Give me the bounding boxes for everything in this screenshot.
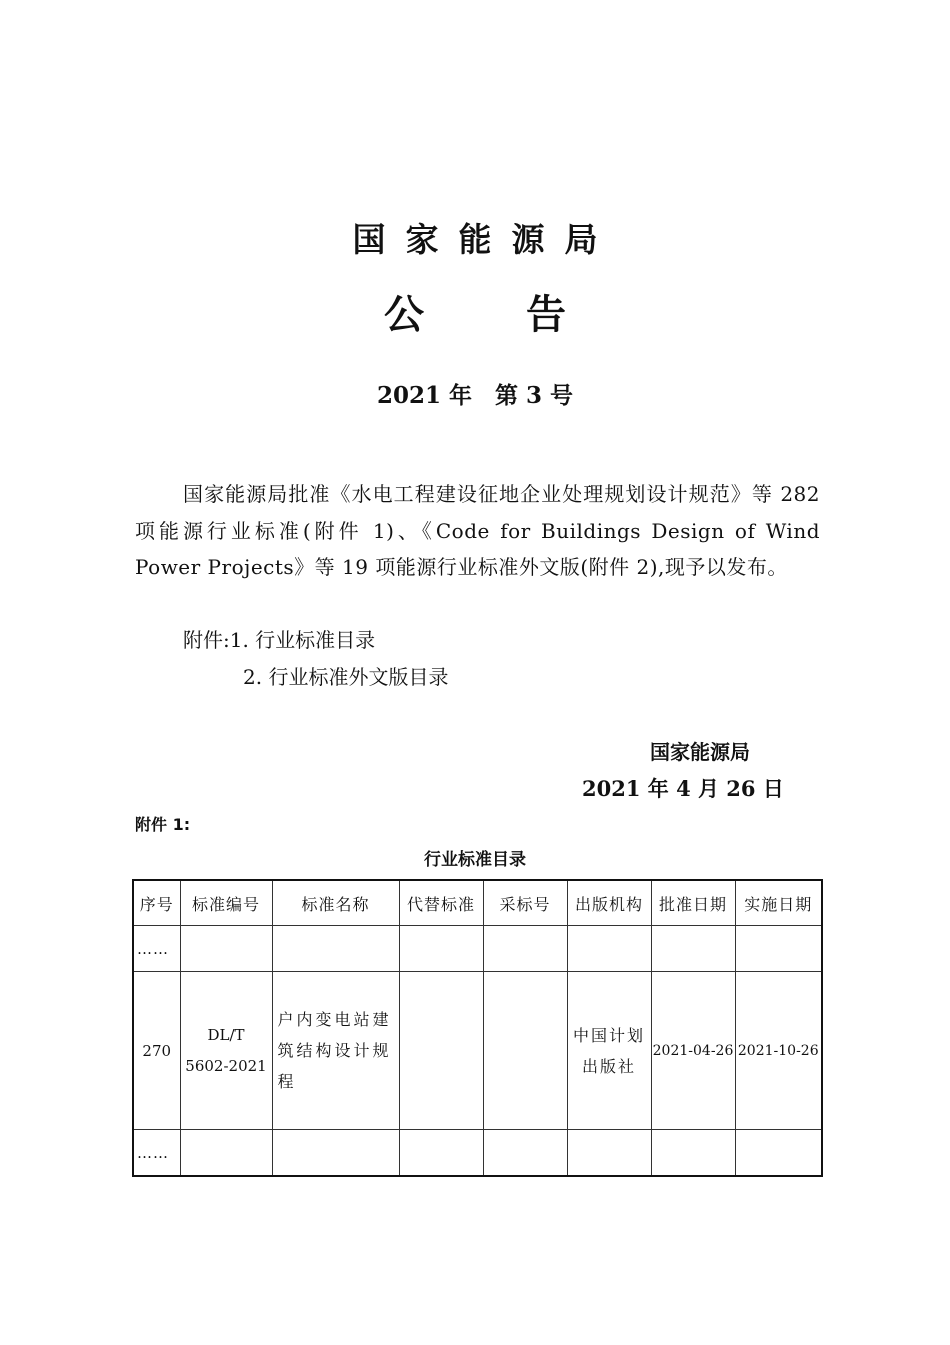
standards-table [132, 879, 823, 1177]
attachment-1-line: 附件:1. 行业标准目录 [183, 628, 376, 652]
cell-adopted-no [483, 972, 567, 1130]
column-header-name: 标准名称 [272, 880, 399, 926]
table-row-ellipsis-bottom [133, 1130, 822, 1177]
cell-seq: 270 [133, 972, 180, 1130]
column-header-code: 标准编号 [180, 880, 272, 926]
column-header-seq: 序号 [133, 880, 180, 926]
announcement-paragraph: 国家能源局批准《水电工程建设征地企业处理规划设计规范》等 282 项能源行业标准(附件 1)、《Code for Buildings Design of Wind Power Projects》等 19 项能源行业标准外文版(附件 2),现予以发布。 [135, 482, 820, 579]
attachment-2-line: 2. 行业标准外文版目录 [243, 665, 449, 689]
document-type-title: 公 告 [384, 292, 610, 338]
issuing-agency-title: 国家能源局 [352, 220, 618, 259]
cell-code [180, 972, 272, 1130]
table-row [133, 972, 822, 1130]
cell-publisher-line2: 出版社 [581, 1056, 636, 1076]
ellipsis-cell: …… [133, 1130, 180, 1177]
signature-date: 2021 年 4 月 26 日 [582, 776, 784, 801]
appendix-table-title: 行业标准目录 [424, 850, 526, 870]
column-header-adopted-no: 采标号 [483, 880, 567, 926]
column-header-approve-date: 批准日期 [651, 880, 735, 926]
column-header-effective-date: 实施日期 [735, 880, 822, 926]
table-row-ellipsis-top [133, 926, 822, 972]
table-header-row [133, 880, 822, 926]
cell-approve-date: 2021-04-26 [651, 972, 735, 1130]
cell-replaces [399, 972, 483, 1130]
appendix-label: 附件 1: [135, 815, 191, 834]
cell-publisher [567, 972, 651, 1130]
issue-number: 2021 年 第 3 号 [376, 382, 574, 409]
signature-organization: 国家能源局 [650, 740, 750, 764]
cell-code-line2: 5602-2021 [185, 1056, 267, 1075]
cell-effective-date: 2021-10-26 [735, 972, 822, 1130]
cell-name: 户内变电站建筑结构设计规程 [272, 972, 399, 1130]
cell-code-line1: DL/T [207, 1025, 245, 1044]
column-header-replaces: 代替标准 [399, 880, 483, 926]
column-header-publisher: 出版机构 [567, 880, 651, 926]
cell-publisher-line1: 中国计划 [572, 1025, 645, 1045]
ellipsis-cell: …… [133, 926, 180, 972]
